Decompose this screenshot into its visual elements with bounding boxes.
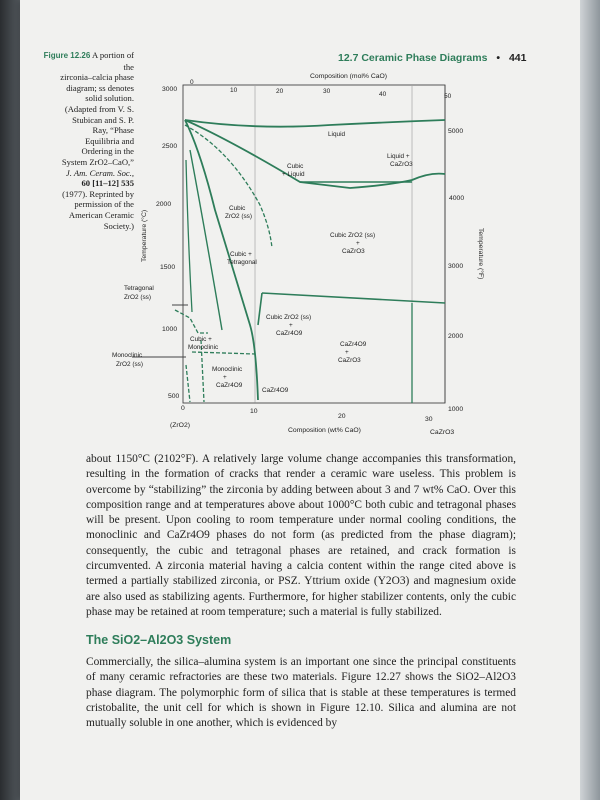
region-label: CaZr4O9 — [340, 341, 367, 348]
region-label: CaZrO3 — [390, 161, 413, 168]
left-tick: 2000 — [156, 201, 172, 208]
caption-line: solid solution. — [85, 93, 134, 104]
region-label: Tetragonal — [124, 285, 154, 292]
eutectoid-line — [262, 293, 445, 303]
region-label: CaZrO3 — [338, 357, 361, 364]
paragraph-text: about 1150°C (2102°F). A relatively large volume change accompanies this transformation, resulting in the formation of cracks that render a ceramic ware useless. This problem is overcome by “stabilizing” the zirconia by adding between about 3 and 7 wt% CaO. Over this composition range and at temperatures above about 1000°C both cubic and tetragonal phases will be present. Upon cooling to room temperature under normal cooling conditions, the monoclinic and CaZr4O9 phases do not form (as predicted from the phase diagram); consequently, the cubic and tetragonal phases are retained, and crack formation is circumvented. A zirconia material having a calcia content within the range cited above is termed a partially stabilized zirconia, or PSZ. Yttrium oxide (Y2O3) and magnesium oxide are also used as stabilizing agents. Furthermore, for higher stabilizer contents, only the cubic phase may be retained at room temperature; such a material is fully stabilized. — [86, 453, 516, 618]
caption-line: Society.) — [103, 220, 134, 231]
region-labels — [112, 131, 413, 394]
figure-label: Figure 12.26 — [43, 51, 91, 60]
top-ticks — [190, 79, 452, 100]
region-label: Cubic + — [230, 251, 252, 258]
region-label: ZrO2 (ss) — [225, 213, 252, 220]
region-label: Cubic ZrO2 (ss) — [266, 314, 312, 321]
region-label: Monoclinic — [212, 366, 243, 373]
running-head-bullet: • — [496, 52, 501, 64]
left-tick: 2500 — [162, 143, 178, 150]
caption-line: diagram; ss denotes — [66, 82, 134, 93]
caption-line: permission of the — [74, 199, 134, 210]
caption-line: Equilibria and — [85, 135, 134, 146]
caption-line: Stubican and S. P. — [72, 114, 134, 125]
region-label: Cubic ZrO2 (ss) — [330, 232, 376, 239]
section-paragraph — [86, 655, 516, 731]
page-number: 441 — [508, 52, 527, 64]
bottom-tick: 30 — [425, 416, 433, 423]
left-tick: 3000 — [162, 86, 178, 93]
plot-frame — [183, 85, 445, 403]
region-label: Monoclinic — [112, 352, 143, 359]
section-heading: The SiO2–Al2O3 System — [86, 633, 232, 647]
bottom-tick: 10 — [250, 408, 258, 415]
left-tick: 500 — [168, 393, 180, 400]
right-axis-label: Temperature (°F) — [477, 228, 484, 280]
caption-line: zirconia–calcia phase — [60, 72, 134, 83]
region-label: Liquid + — [387, 153, 410, 160]
top-tick: 40 — [379, 91, 387, 98]
region-label: Monoclinic — [188, 344, 219, 351]
end-member-left: (ZrO2) — [170, 422, 191, 429]
region-label: CaZr4O9 — [276, 330, 303, 337]
caption-line: J. Am. Ceram. Soc., — [65, 167, 134, 178]
region-label: + — [289, 322, 293, 329]
region-label: + — [356, 240, 360, 247]
region-label: Cubic + — [190, 336, 212, 343]
right-tick: 4000 — [449, 195, 465, 202]
running-head-section: 12.7 Ceramic Phase Diagrams — [338, 52, 488, 64]
region-label: CaZr4O9 — [216, 382, 243, 389]
caption-line: (1977). Reprinted by — [62, 188, 134, 199]
bottom-axis-label: Composition (wt% CaO) — [288, 427, 361, 434]
top-tick: 30 — [323, 88, 331, 95]
bottom-tick: 20 — [338, 413, 346, 420]
top-tick: 20 — [276, 88, 284, 95]
right-tick: 5000 — [448, 128, 464, 135]
caption-line: (Adapted from V. S. — [64, 103, 134, 114]
top-tick: 10 — [230, 87, 238, 94]
right-ticks — [448, 128, 464, 413]
paragraph-text: Commercially, the silica–alumina system is an important one since the principal constituents of many ceramic refractories are these two materials. Figure 12.27 shows the SiO2–Al2O3 phase diagram. The polymorphic form of silica that is stable at these temperatures is termed cristobalite, the unit cell for which is shown in Figure 12.10. Silica and alumina are not mutually soluble in one another, which is evidenced by — [86, 656, 516, 730]
bottom-tick: 0 — [181, 405, 185, 412]
top-axis-label: Composition (mol% CaO) — [310, 73, 388, 80]
region-label: ZrO2 (ss) — [124, 294, 151, 301]
right-tick: 2000 — [448, 333, 464, 340]
region-label: + — [345, 349, 349, 356]
region-label: CaZrO3 — [342, 248, 365, 255]
region-label: ZrO2 (ss) — [116, 361, 143, 368]
left-tick: 1000 — [162, 326, 178, 333]
caption-line: Ray, “Phase — [92, 125, 134, 136]
region-cazr4o9: CaZr4O9 — [262, 387, 289, 394]
top-tick: 0 — [190, 79, 194, 86]
upper-liquidus — [185, 120, 445, 127]
right-tick: 3000 — [448, 263, 464, 270]
caption-line: American Ceramic — [68, 209, 134, 220]
body-paragraph — [86, 452, 516, 620]
left-axis-label: Temperature (°C) — [141, 209, 148, 262]
region-label: + — [223, 374, 227, 381]
left-tick: 1500 — [160, 264, 176, 271]
right-tick: 1000 — [448, 406, 464, 413]
region-label: Cubic — [287, 163, 304, 170]
region-liquid: Liquid — [328, 131, 346, 138]
caption-line: System ZrO2–CaO,” — [61, 156, 134, 167]
caption-line: Ordering in the — [81, 146, 134, 157]
caption-line: A portion of the — [91, 50, 134, 72]
region-label: Tetragonal — [227, 259, 257, 266]
region-label: Cubic — [229, 205, 246, 212]
caption-line: 60 [11–12] 535 — [81, 178, 134, 189]
top-tick: 50 — [444, 93, 452, 100]
bottom-ticks — [181, 405, 433, 423]
left-ticks — [156, 86, 180, 400]
end-member-right: CaZrO3 — [430, 429, 455, 436]
region-label: + Liquid — [282, 171, 305, 178]
